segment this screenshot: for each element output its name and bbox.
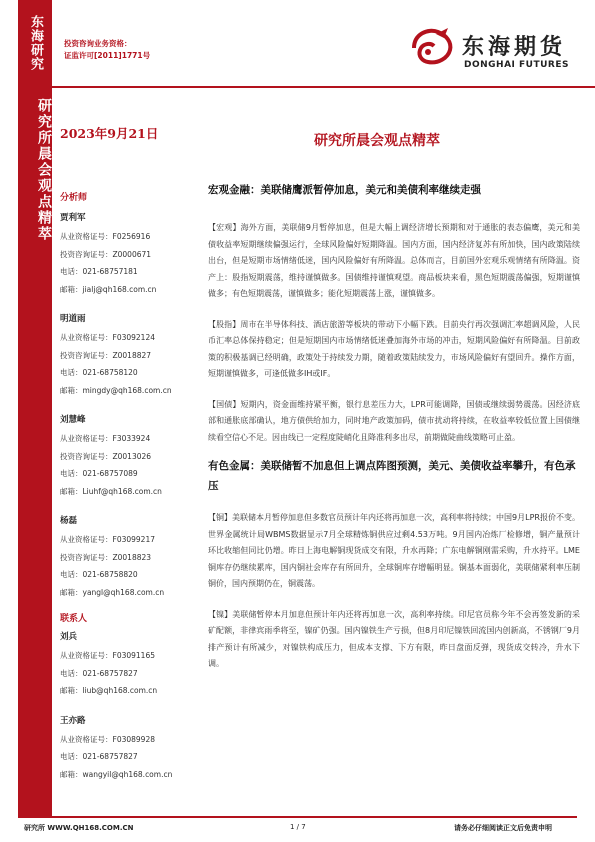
header-tab: 东海研究 [18, 0, 52, 86]
company-logo [408, 18, 588, 76]
paragraph-copper: 【铜】美联储本月暂停加息但多数官员预计年内还将再加息一次，高利率将持续；中国9月LPR报价不变。世界金属统计局WBMS数据显示7月全球精炼铜供应过剩4.53万吨。9月国内冶炼厂检修增，铜产量预计环比收缩但同比仍增。昨日上海电解铜现货成交有限，升水再降；广东电解铜刚需采购，升水持平。LME铜库存仍继续累库，国内铜社会库存有所回升，全球铜库存增幅明显。铜基本面弱化，美联储紧利率压制铜价，国内预期仍在，铜震荡。 [208, 513, 580, 588]
contact-name: 刘兵 [60, 632, 78, 642]
analyst-name: 杨磊 [60, 516, 78, 526]
analyst-license: 从业资格证号：F0256916 [60, 232, 151, 241]
contact-card [60, 630, 190, 700]
analyst-license: 从业资格证号：F03099217 [60, 535, 155, 544]
paragraph-bond: 【国债】短期内，资金面维持紧平衡，银行息差压力大，LPR可能调降，国债或继续弱势震荡。因经济底部和通胀底部确认，地方债供给加力，同时地产政策加码，债市扰动将持续，在收益率较低位置上国债继续看空信心不足。因由线已一定程度陡峭化且降准利多出尽，前期做陡曲线策略可止盈。 [208, 399, 580, 442]
footer-disclaimer: 请务必仔细阅读正文后免责申明 [454, 824, 552, 832]
qualification [64, 38, 150, 62]
contact-heading: 联系人 [60, 614, 88, 624]
analyst-consult-license: 投资咨询证号：Z0018823 [60, 552, 152, 562]
analyst-consult-license: 投资咨询证号：Z0000671 [60, 249, 152, 259]
logo-en-text: DONGHAI FUTURES [464, 60, 569, 70]
analyst-consult-license: 投资咨询证号：Z0013026 [60, 451, 152, 461]
main-content [208, 180, 580, 673]
paragraph-macro: 【宏观】海外方面，美联储9月暂停加息，但是大幅上调经济增长预期和对于通胀的表态偏鹰，美元和美债收益率短期继续偏强运行，全球风险偏好短期降温。国内方面，国内经济复苏有所加快，国内政策陆续出台，但是短期市场情绪低迷，国内风险偏好有所降温。总体而言，目前国外宏观乐观情绪有所降温。资产上：股指短期震荡，维持谨慎做多。国债维持谨慎观望。商品板块来看，黑色短期震荡偏强，短期谨慎做多；有色短期震荡，谨慎做多；能化短期震荡上涨，谨慎做多。 [208, 223, 580, 298]
section-title-macro: 宏观金融：美联储鹰派暂停加息，美元和美债利率继续走强 [208, 184, 481, 196]
dragon-logo-icon [408, 24, 458, 72]
section-title-metals: 有色金属：美联储暂不加息但上调点阵图预测，美元、美债收益率攀升，有色承压 [208, 460, 576, 492]
contact-phone: 电话：021-68757827 [60, 668, 138, 678]
analyst-column [60, 190, 190, 783]
analyst-phone: 电话：021-68757181 [60, 267, 138, 276]
qualification-line2: 证监许可[2011]1771号 [64, 51, 151, 60]
contact-phone: 电话：021-68757827 [60, 752, 138, 761]
analyst-email[interactable]: 邮箱：jialj@qh168.com.cn [60, 284, 157, 294]
analyst-license: 从业资格证号：F3033924 [60, 434, 151, 443]
logo-cn-text: 东海期货 [462, 34, 567, 60]
contact-license: 从业资格证号：F03089928 [60, 734, 155, 744]
header-divider [18, 86, 595, 88]
analyst-card [60, 413, 190, 500]
footer-page-number: 1 / 7 [290, 823, 306, 831]
analyst-phone: 电话：021-68758820 [60, 570, 138, 579]
paragraph-index: 【股指】周市在半导体科技、酒店旅游等板块的带动下小幅下跌。目前央行再次强调汇率超调风险，人民币汇率总体保持稳定；但是短期国内市场情绪低迷叠加海外市场的冲击，短期风险偏好有所降温。目前政策的积极基调已经明确，政策处于持续发力期，随着政策陆续发力，市场风险偏好有望回升。操作方面，短期谨慎做多，可逢低做多IH或IF。 [208, 319, 580, 378]
analyst-card [60, 211, 190, 298]
contact-license: 从业资格证号：F03091165 [60, 651, 155, 660]
paragraph-nickel: 【镍】美联储暂停本月加息但预计年内还将再加息一次，高利率持续。印尼官员称今年不会再签发新的采矿配额，非律宾雨季将至，镍矿仍强。国内镍铁生产亏损，但8月印尼镍铁回流国内创新高，不锈钢厂9月排产预计有所减少，对镍铁构成压力，但成本支撑、下方有限，昨日盘面反弹，现货成交转冷，升水下调。 [208, 609, 580, 668]
footer-divider [18, 816, 577, 818]
analyst-phone: 电话：021-68757089 [60, 469, 138, 478]
contact-email[interactable]: 邮箱：wangyil@qh168.com.cn [60, 769, 173, 779]
analyst-name: 贾利军 [60, 213, 86, 223]
sidebar-title: 研究所晨会观点精萃 [36, 98, 52, 242]
analyst-license: 从业资格证号：F03092124 [60, 333, 155, 342]
analyst-email[interactable]: 邮箱：mingdy@qh168.com.cn [60, 385, 172, 395]
analyst-consult-license: 投资咨询证号：Z0018827 [60, 350, 152, 360]
qualification-line1: 投资咨询业务资格： [64, 39, 132, 48]
analyst-name: 刘慧峰 [60, 415, 86, 425]
analyst-email[interactable]: 邮箱：yangl@qh168.com.cn [60, 587, 165, 597]
contact-email[interactable]: 邮箱：liub@qh168.com.cn [60, 686, 158, 695]
contact-name: 王亦路 [60, 715, 86, 726]
analyst-card [60, 312, 190, 399]
contact-card [60, 714, 190, 784]
analyst-card [60, 514, 190, 601]
report-date: 2023年9月21日 [60, 126, 159, 141]
analyst-name: 明道雨 [60, 314, 86, 324]
footer-website[interactable]: 研究所 WWW.QH168.COM.CN [24, 824, 134, 832]
analyst-heading: 分析师 [60, 193, 88, 203]
analyst-email[interactable]: 邮箱：Liuhf@qh168.com.cn [60, 486, 162, 496]
report-title: 研究所晨会观点精萃 [314, 133, 440, 149]
analyst-phone: 电话：021-68758120 [60, 368, 138, 377]
